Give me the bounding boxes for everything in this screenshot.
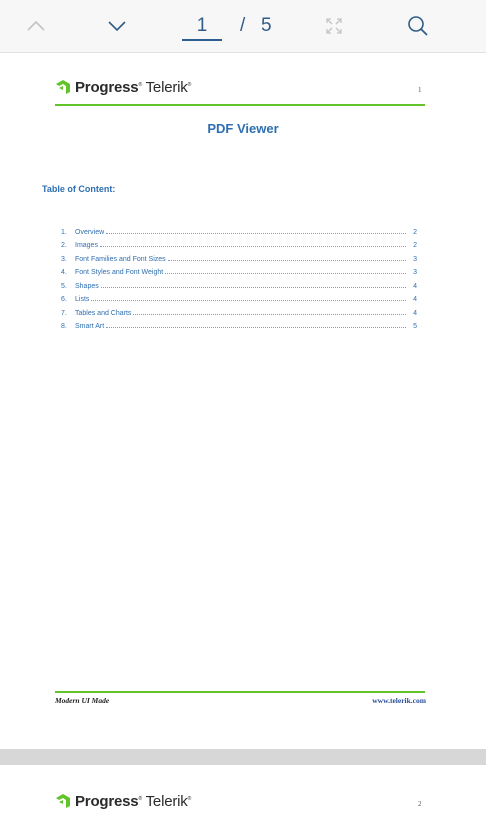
footer-tagline: Modern UI Made [55,696,110,705]
pdf-page-1 [0,53,486,749]
toc-entry-number: 5. [61,282,67,290]
toc-entry-number: 6. [61,296,67,303]
toc-dot-leader [101,287,406,288]
total-pages-label: 5 [261,15,272,36]
chevron-down-icon [107,20,127,32]
toc-dot-leader [106,327,406,328]
toc-entry-title: Font Families and Font Sizes [75,255,166,263]
toc-entry-page: 3 [413,269,417,276]
toc-entry[interactable] [61,303,417,317]
toc-entry-number: 2. [61,242,67,249]
page-separator: / [240,15,246,36]
toc-entry-page: 2 [413,228,417,236]
logo-brand-bold: Progress [75,793,139,810]
logo-trademark: ® [187,82,192,88]
search-icon [407,15,429,37]
toc-entry-page: 2 [413,242,417,249]
toc-entry-page: 4 [413,282,417,290]
toc-dot-leader [91,300,406,301]
header-divider [55,104,425,106]
logo-brand-light: Telerik [145,79,188,96]
toc-entry-page: 4 [413,296,417,303]
toc-entry-number: 4. [61,269,67,276]
toc-entry-title: Font Styles and Font Weight [75,269,164,276]
toc-entry-page: 3 [413,255,417,263]
document-title: PDF Viewer [207,121,279,136]
toc-entry-page: 5 [413,323,417,330]
progress-telerik-logo [55,793,191,810]
toc-entry-number: 7. [61,309,67,317]
progress-logo-icon [55,80,71,96]
toc-entry-title: Overview [75,228,105,236]
page-number-field-wrap [182,12,222,42]
page-number-label: 1 [418,86,422,94]
current-page-input[interactable] [182,12,222,41]
chevron-up-icon [26,20,46,32]
toc-dot-leader [165,273,406,274]
toc-entry[interactable] [61,317,417,331]
footer-website-link[interactable]: www.telerik.com [372,696,426,705]
next-page-button[interactable] [103,12,131,40]
fit-page-icon [325,17,343,35]
pdf-page-2 [0,765,486,815]
toc-entry-title: Tables and Charts [75,309,132,317]
toc-entry[interactable] [61,249,417,263]
toc-entry[interactable] [61,276,417,290]
progress-logo-icon [55,794,71,810]
toc-heading: Table of Content: [42,184,116,194]
toc-entry[interactable] [61,263,417,277]
toc-entry-number: 1. [61,228,67,236]
logo-brand-light: Telerik [145,793,188,810]
toc-entry-number: 8. [61,323,67,330]
toc-entry-number: 3. [61,255,67,263]
page-number-label: 2 [418,800,422,808]
toc-entry[interactable] [61,290,417,304]
document-viewport[interactable] [0,53,486,815]
toc-entry-title: Images [75,242,98,249]
toc-entry[interactable] [61,222,417,236]
search-button[interactable] [404,12,432,40]
toc-entry[interactable] [61,236,417,250]
logo-brand-bold: Progress [75,79,139,96]
toc-dot-leader [168,260,406,261]
footer-divider [55,691,425,693]
toc-dot-leader [106,233,406,234]
logo-trademark: ® [138,796,142,802]
fit-page-button[interactable] [320,12,348,40]
toc-entry-page: 4 [413,309,417,317]
progress-telerik-logo [55,79,191,96]
toc-entry-title: Shapes [75,282,99,290]
toc-entry-title: Smart Art [75,323,105,330]
logo-trademark: ® [138,82,142,88]
toc-dot-leader [133,314,406,315]
pdf-toolbar [0,0,486,53]
previous-page-button[interactable] [22,12,50,40]
table-of-contents [61,222,417,330]
toc-dot-leader [100,246,406,247]
logo-trademark: ® [187,796,192,802]
toc-entry-title: Lists [75,296,90,303]
